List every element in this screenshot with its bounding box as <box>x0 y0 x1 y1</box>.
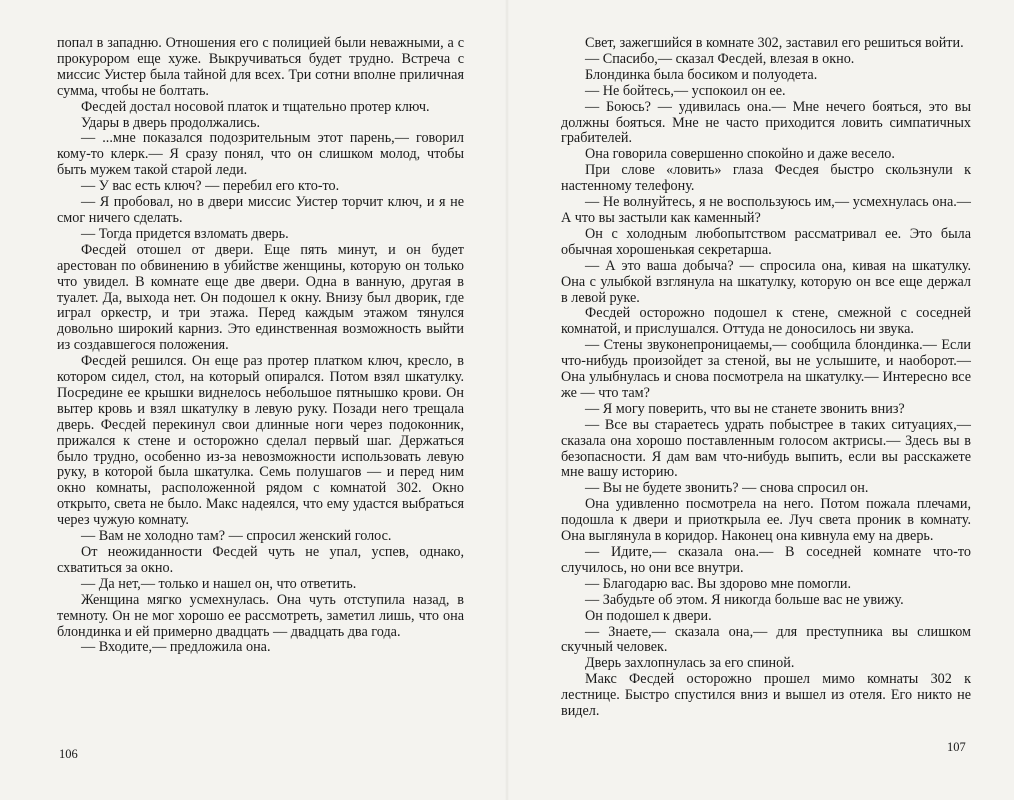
paragraph: — Забудьте об этом. Я никогда больше вас не увижу. <box>585 591 904 608</box>
paragraph: При слове «ловить» глаза Фесдея быстро скользнули к настенному телефону. <box>561 162 971 195</box>
paragraph: — ...мне показался подозрительным этот парень,— говорил кому-то клерк.— Я сразу понял, что он слишком молод, чтобы быть мужем такой старой леди. <box>57 130 464 179</box>
paragraph: Фесдей достал носовой платок и тщательно протер ключ. <box>81 98 430 115</box>
paragraph: Она говорила совершенно спокойно и даже весело. <box>585 146 895 163</box>
paragraph: — Благодарю вас. Вы здорово мне помогли. <box>585 575 852 592</box>
paragraph: — Тогда придется взломать дверь. <box>81 225 289 242</box>
paragraph: — Вам не холодно там? — спросил женский голос. <box>81 528 392 545</box>
paragraph: Фесдей решился. Он еще раз протер платком ключ, кресло, в котором сидел, стол, на который опирался. Потом взял шкатулку. Посредине ее крышки виднелось небольшое пятнышко крови. Он вытер кровь и взял шкатулку в левую руку. Позади него трещала дверь. Фесдей перекинул свои длинные ноги через подоконник, прижался к стене и осторожно сделал первый шаг. Держаться было трудно, особенно из-за невозможности использовать левую руку, в которой была шкатулка. Семь полушагов — и перед ним окно комнаты, расположенной рядом с комнатой 302. Окно открыто, света не было. Макс надеялся, что ему удастся выбраться через чужую комнату. <box>57 353 464 529</box>
paragraph: — Вы не будете звонить? — снова спросил он. <box>585 480 869 497</box>
right-page-number: 107 <box>947 740 966 754</box>
paragraph: — Спасибо,— сказал Фесдей, влезая в окно. <box>585 50 855 67</box>
paragraph: — Все вы стараетесь удрать побыстрее в таких ситуациях,— сказала она хорошо поставленным голосом актрисы.— Здесь вы в безопасности. Я дам вам что-нибудь выпить, если вы расскажете мне вашу историю. <box>561 416 971 481</box>
paragraph: Дверь захлопнулась за его спиной. <box>585 655 795 672</box>
paragraph: — Знаете,— сказала она,— для преступника вы слишком скучный человек. <box>561 623 971 656</box>
paragraph: Блондинка была босиком и полуодета. <box>585 66 818 83</box>
paragraph: Свет, зажегшийся в комнате 302, заставил его решиться войти. <box>585 35 964 51</box>
paragraph: — Входите,— предложила она. <box>81 639 271 656</box>
paragraph: Она удивленно посмотрела на него. Потом пожала плечами, подошла к двери и приоткрыла ее. Луч света проник в комнату. Она выглянула в коридор. Наконец она кивнула ему на дверь. <box>561 496 971 545</box>
paragraph: — Да нет,— только и нашел он, что ответить. <box>81 575 357 592</box>
book-gutter <box>505 0 509 800</box>
paragraph: — Стены звуконепроницаемы,— сообщила блондинка.— Если что-нибудь произойдет за стеной, вы не услышите, и наоборот.— Она улыбнулась и снова посмотрела на шкатулку.— Интересно все же — что там? <box>561 337 971 401</box>
paragraph: — Идите,— сказала она.— В соседней комнате что-то случилось, но они все внутри. <box>561 544 971 576</box>
paragraph: Фесдей осторожно подошел к стене, смежной с соседней комнатой, и прислушался. Оттуда не доносилось ни звука. <box>561 305 971 338</box>
paragraph: — Я могу поверить, что вы не станете звонить вниз? <box>585 400 905 417</box>
paragraph: Он с холодным любопытством рассматривал ее. Это была обычная хорошенькая секретарша. <box>561 225 971 258</box>
paragraph: — У вас есть ключ? — перебил его кто-то. <box>81 178 340 195</box>
paragraph: — Боюсь? — удивилась она.— Мне нечего бояться, это вы должны бояться. Мне не часто приходится ловить симпатичных грабителей. <box>561 98 971 147</box>
paragraph: Он подошел к двери. <box>585 607 712 624</box>
right-page-text <box>561 36 971 720</box>
paragraph: — А это ваша добыча? — спросила она, кивая на шкатулку. Она с улыбкой взглянула на шкатулку, которую он все еще держал в левой руке. <box>561 257 971 306</box>
paragraph: — Не волнуйтесь, я не воспользуюсь им,— усмехнулась она.— А что вы застыли как каменный? <box>561 194 971 226</box>
paragraph: От неожиданности Фесдей чуть не упал, успев, однако, схватиться за окно. <box>57 544 464 576</box>
paragraph: — Я пробовал, но в двери миссис Уистер торчит ключ, и я не смог ничего сделать. <box>57 194 464 226</box>
paragraph: Макс Фесдей осторожно прошел мимо комнаты 302 к лестнице. Быстро спустился вниз и вышел из отеля. Его никто не видел. <box>561 671 971 720</box>
paragraph: Фесдей отошел от двери. Еще пять минут, и он будет арестован по обвинению в убийстве женщины, которую он только что увидел. В комнате еще две двери. Одна в ванную, другая в туалет. Да, выхода нет. Он подошел к окну. Внизу был дворик, где играл оркестр, и три этажа. Перед каждым этажом тянулся довольно широкий карниз. Это единственная возможность выйти из создавшегося положения. <box>57 241 464 354</box>
paragraph: — Не бойтесь,— успокоил он ее. <box>585 82 786 99</box>
paragraph: Удары в дверь продолжались. <box>81 114 261 131</box>
paragraph: попал в западню. Отношения его с полицией были неважными, а с прокурором еще хуже. Выкручиваться будет трудно. Встреча с миссис Уистер была тайной для всех. Три сотни вполне приличная сумма, чтобы не болтать. <box>57 35 464 99</box>
left-page-number: 106 <box>59 747 78 761</box>
left-page-text <box>57 36 464 656</box>
paragraph: Женщина мягко усмехнулась. Она чуть отступила назад, в темноту. Он не мог хорошо ее рассмотреть, заметил лишь, что она блондинка и ей примерно двадцать — двадцать два года. <box>57 591 464 640</box>
